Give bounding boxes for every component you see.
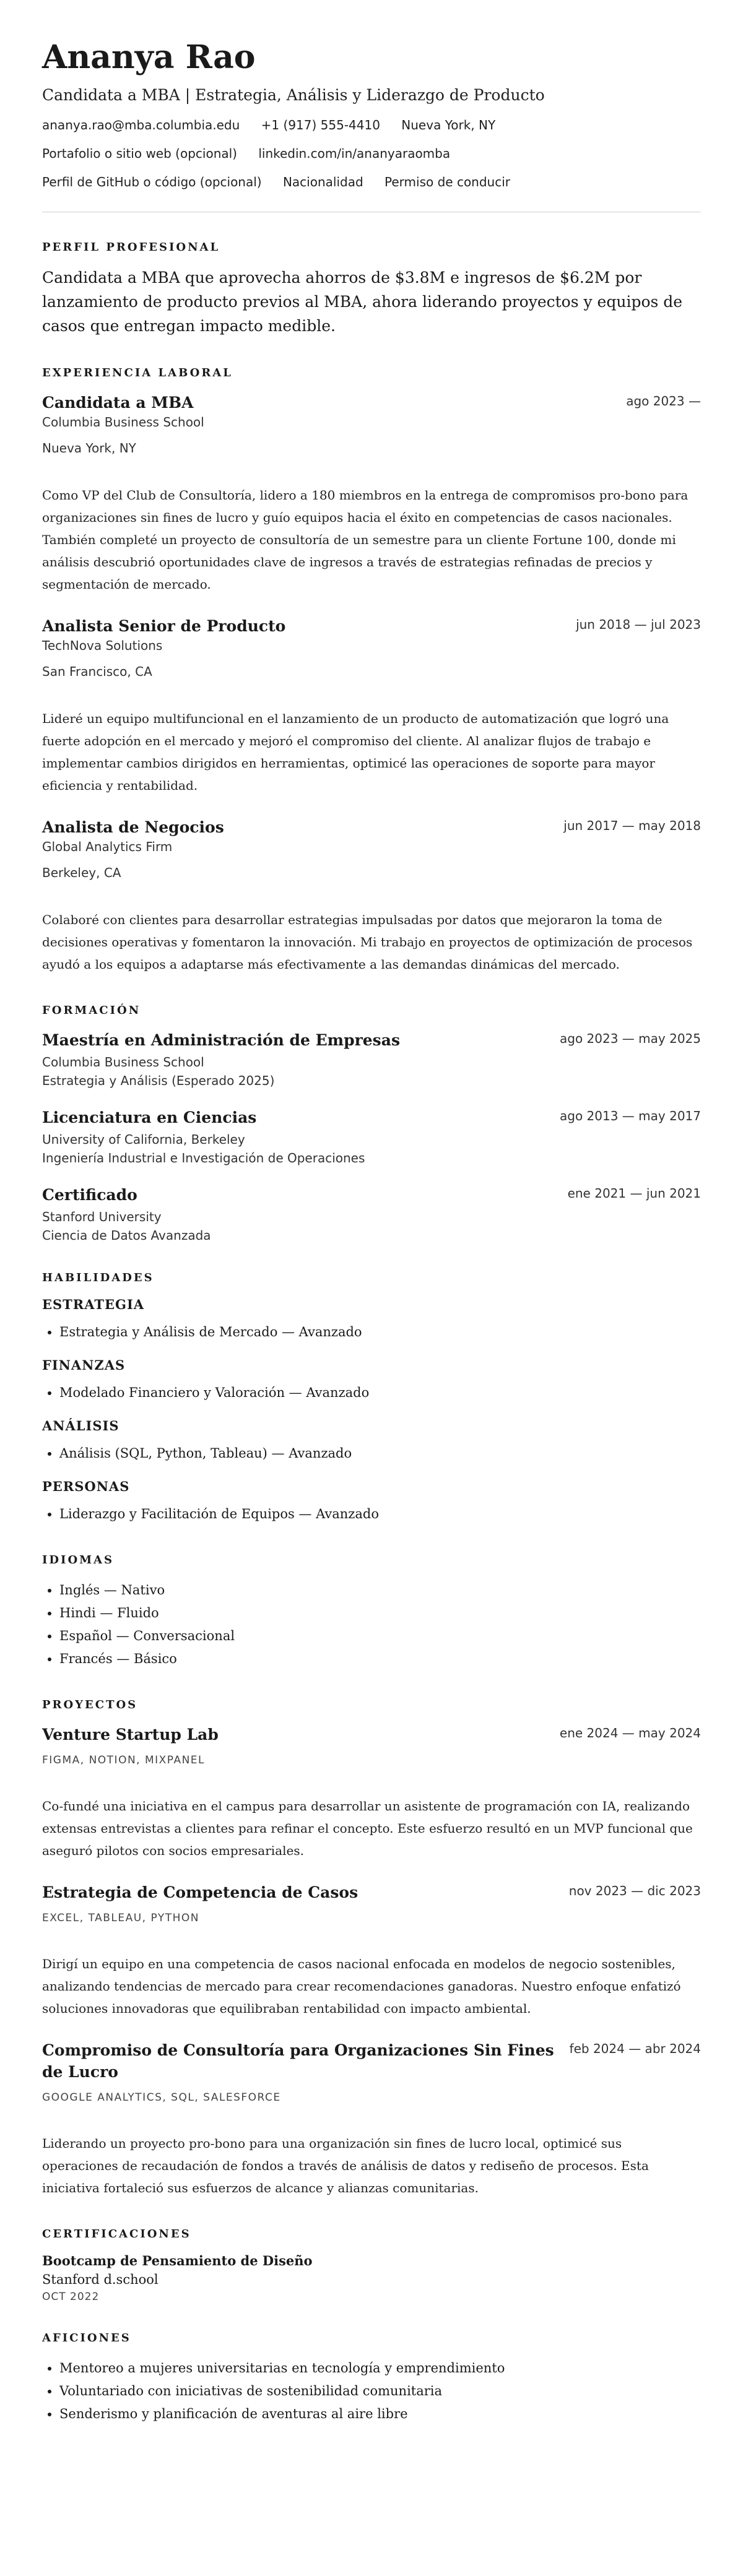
employer: Columbia Business School [42,415,204,430]
hobby-item: • Voluntariado con iniciativas de sostenibilidad comunitaria [59,2380,701,2403]
language-list [42,1579,701,1670]
degree-title: Licenciatura en Ciencias [42,1109,257,1127]
email-link[interactable]: ananya.rao@mba.columbia.edu [42,118,240,133]
phone-text: +1 (917) 555-4410 [261,118,380,133]
language-item: • Inglés — Nativo [59,1579,701,1602]
section-title: CERTIFICACIONES [42,2228,191,2241]
candidate-name: Ananya Rao [42,38,256,76]
education-entry [42,1107,701,1165]
contact-line-2 [42,146,701,161]
job-description: Lideré un equipo multifuncional en el lanzamiento de un producto de automatización que logró una fuerte adopción en el mercado y mejoró el compromiso del cliente. Al analizar flujos de trabajo e implementar cambios dirigidos en herramientas, optimicé las operaciones de soporte para mayor eficiencia y rentabilidad. [42,711,669,793]
education-detail: Estrategia y Análisis (Esperado 2025) [42,1073,275,1089]
skill-list [42,1381,701,1404]
job-title: Analista de Negocios [42,818,224,837]
skills-section [42,1271,701,1525]
section-title: PROYECTOS [42,1698,138,1712]
project-tech: FIGMA, NOTION, MIXPANEL [42,1754,206,1767]
project-entry [42,1882,701,2020]
summary-text: Candidata a MBA que aprovecha ahorros de $3.8M e ingresos de $6.2M por lanzamiento de producto previos al MBA, ahora liderando proyectos y equipos de casos que entregan impacto medible. [42,269,683,335]
github-link[interactable]: Perfil de GitHub o código (opcional) [42,175,262,190]
employer: TechNova Solutions [42,638,163,654]
job-title: Analista Senior de Producto [42,617,286,636]
project-tech: GOOGLE ANALYTICS, SQL, SALESFORCE [42,2091,281,2104]
project-description: Dirigí un equipo en una competencia de casos nacional enfocada en modelos de negocio sostenibles, analizando tendencias de mercado para crear recomendaciones ganadoras. Nuestro enfoque enfatizó soluciones innovadoras que equilibraban rentabilidad con impacto ambiental. [42,1956,681,2016]
section-title: HABILIDADES [42,1271,154,1285]
education-entry [42,1184,701,1243]
education-section [42,1004,701,1243]
section-title: FORMACIÓN [42,1004,141,1018]
language-item: • Español — Conversacional [59,1625,701,1648]
skill-category: ESTRATEGIA [42,1297,145,1313]
hobbies-section [42,2332,701,2425]
education-dates: ene 2021 — jun 2021 [567,1186,701,1201]
project-entry [42,2039,701,2199]
driving-license-text: Permiso de conducir [385,175,511,190]
project-entry [42,1724,701,1862]
project-title: Estrategia de Competencia de Casos [42,1883,358,1902]
project-dates: nov 2023 — dic 2023 [568,1883,701,1899]
job-location: Berkeley, CA [42,865,121,881]
project-title: Compromiso de Consultoría para Organizaciones Sin Fines de Lucro [42,2041,554,2081]
job-description: Como VP del Club de Consultoría, lidero a 180 miembros en la entrega de compromisos pro-bono para organizaciones sin fines de lucro y guío equipos hacia el éxito en competencias de casos nacionales. También completé un proyecto de consultoría de un semestre para un cliente Fortune 100, donde mi análisis descubrió oportunidades clave de ingresos a través de estrategias refinadas de precios y segmentación de mercado. [42,488,689,592]
experience-entry [42,392,701,595]
education-detail: Ciencia de Datos Avanzada [42,1228,211,1243]
section-title: AFICIONES [42,2332,131,2345]
school-name: University of California, Berkeley [42,1132,245,1148]
skill-list [42,1321,701,1344]
location-text: Nueva York, NY [401,118,496,133]
job-description: Colaboré con clientes para desarrollar estrategias impulsadas por datos que mejoraron la toma de decisiones operativas y fomentaron la innovación. Mi trabajo en proyectos de optimización de procesos ayudó a los equipos a adaptarse más efectivamente a las demandas dinámicas del mercado. [42,912,693,972]
skill-category: ANÁLISIS [42,1417,119,1433]
job-dates: ago 2023 — [626,394,701,409]
employer: Global Analytics Firm [42,839,173,855]
nationality-text: Nacionalidad [282,175,363,190]
education-detail: Ingeniería Industrial e Investigación de Operaciones [42,1151,365,1166]
experience-entry [42,816,701,975]
school-name: Stanford University [42,1209,162,1225]
contact-line-3 [42,175,701,189]
certifications-section [42,2228,701,2303]
section-title: IDIOMAS [42,1554,115,1567]
project-title: Venture Startup Lab [42,1726,219,1744]
skill-list [42,1503,701,1526]
skill-category: FINANZAS [42,1357,126,1373]
project-description: Liderando un proyecto pro-bono para una organización sin fines de lucro local, optimicé sus operaciones de recaudación de fondos a través de análisis de datos y rediseño de procesos. Esta iniciativa fortaleció sus esfuerzos de alcance y alianzas comunitarias. [42,2136,649,2196]
language-item: • Hindi — Fluido [59,1602,701,1625]
degree-title: Certificado [42,1186,137,1204]
skill-item: • Modelado Financiero y Valoración — Avanzado [59,1381,701,1404]
job-dates: jun 2018 — jul 2023 [576,617,701,633]
skill-category: PERSONAS [42,1478,130,1494]
job-title: Candidata a MBA [42,394,194,412]
skill-item: • Análisis (SQL, Python, Tableau) — Avanzado [59,1442,701,1465]
headline: Candidata a MBA | Estrategia, Análisis y Liderazgo de Producto [42,86,545,105]
portfolio-link[interactable]: Portafolio o sitio web (opcional) [42,146,237,162]
education-entry [42,1029,701,1088]
certification-issuer: Stanford d.school [42,2272,159,2288]
skill-item: • Liderazgo y Facilitación de Equipos — Avanzado [59,1503,701,1526]
project-dates: ene 2024 — may 2024 [559,1726,701,1741]
experience-entry [42,615,701,797]
certification-entry [42,2253,701,2303]
degree-title: Maestría en Administración de Empresas [42,1031,401,1050]
education-dates: ago 2013 — may 2017 [560,1109,701,1124]
education-dates: ago 2023 — may 2025 [560,1031,701,1047]
summary-section [42,241,701,338]
certification-name: Bootcamp de Pensamiento de Diseño [42,2253,313,2269]
skill-item: • Estrategia y Análisis de Mercado — Avanzado [59,1321,701,1344]
projects-section [42,1698,701,2199]
languages-section [42,1554,701,1670]
contact-line-1 [42,118,701,132]
hobby-item: • Mentoreo a mujeres universitarias en tecnología y emprendimiento [59,2357,701,2380]
skill-list [42,1442,701,1465]
project-dates: feb 2024 — abr 2024 [569,2041,701,2057]
job-location: Nueva York, NY [42,441,136,456]
linkedin-link[interactable]: linkedin.com/in/ananyaraomba [258,146,451,162]
experience-section [42,366,701,975]
certification-date: OCT 2022 [42,2291,100,2304]
resume-header [42,40,701,189]
section-title: PERFIL PROFESIONAL [42,241,220,254]
school-name: Columbia Business School [42,1055,204,1070]
project-description: Co-fundé una iniciativa en el campus para desarrollar un asistente de programación con IA, realizando extensas entrevistas a clientes para refinar el concepto. Este esfuerzo resultó en un MVP funcional que aseguró pilotos con socios empresariales. [42,1799,693,1859]
hobby-list [42,2357,701,2425]
section-title: EXPERIENCIA LABORAL [42,366,233,380]
language-item: • Francés — Básico [59,1648,701,1671]
job-dates: jun 2017 — may 2018 [563,818,701,834]
hobby-item: • Senderismo y planificación de aventuras al aire libre [59,2403,701,2426]
project-tech: EXCEL, TABLEAU, PYTHON [42,1912,200,1925]
job-location: San Francisco, CA [42,664,152,680]
